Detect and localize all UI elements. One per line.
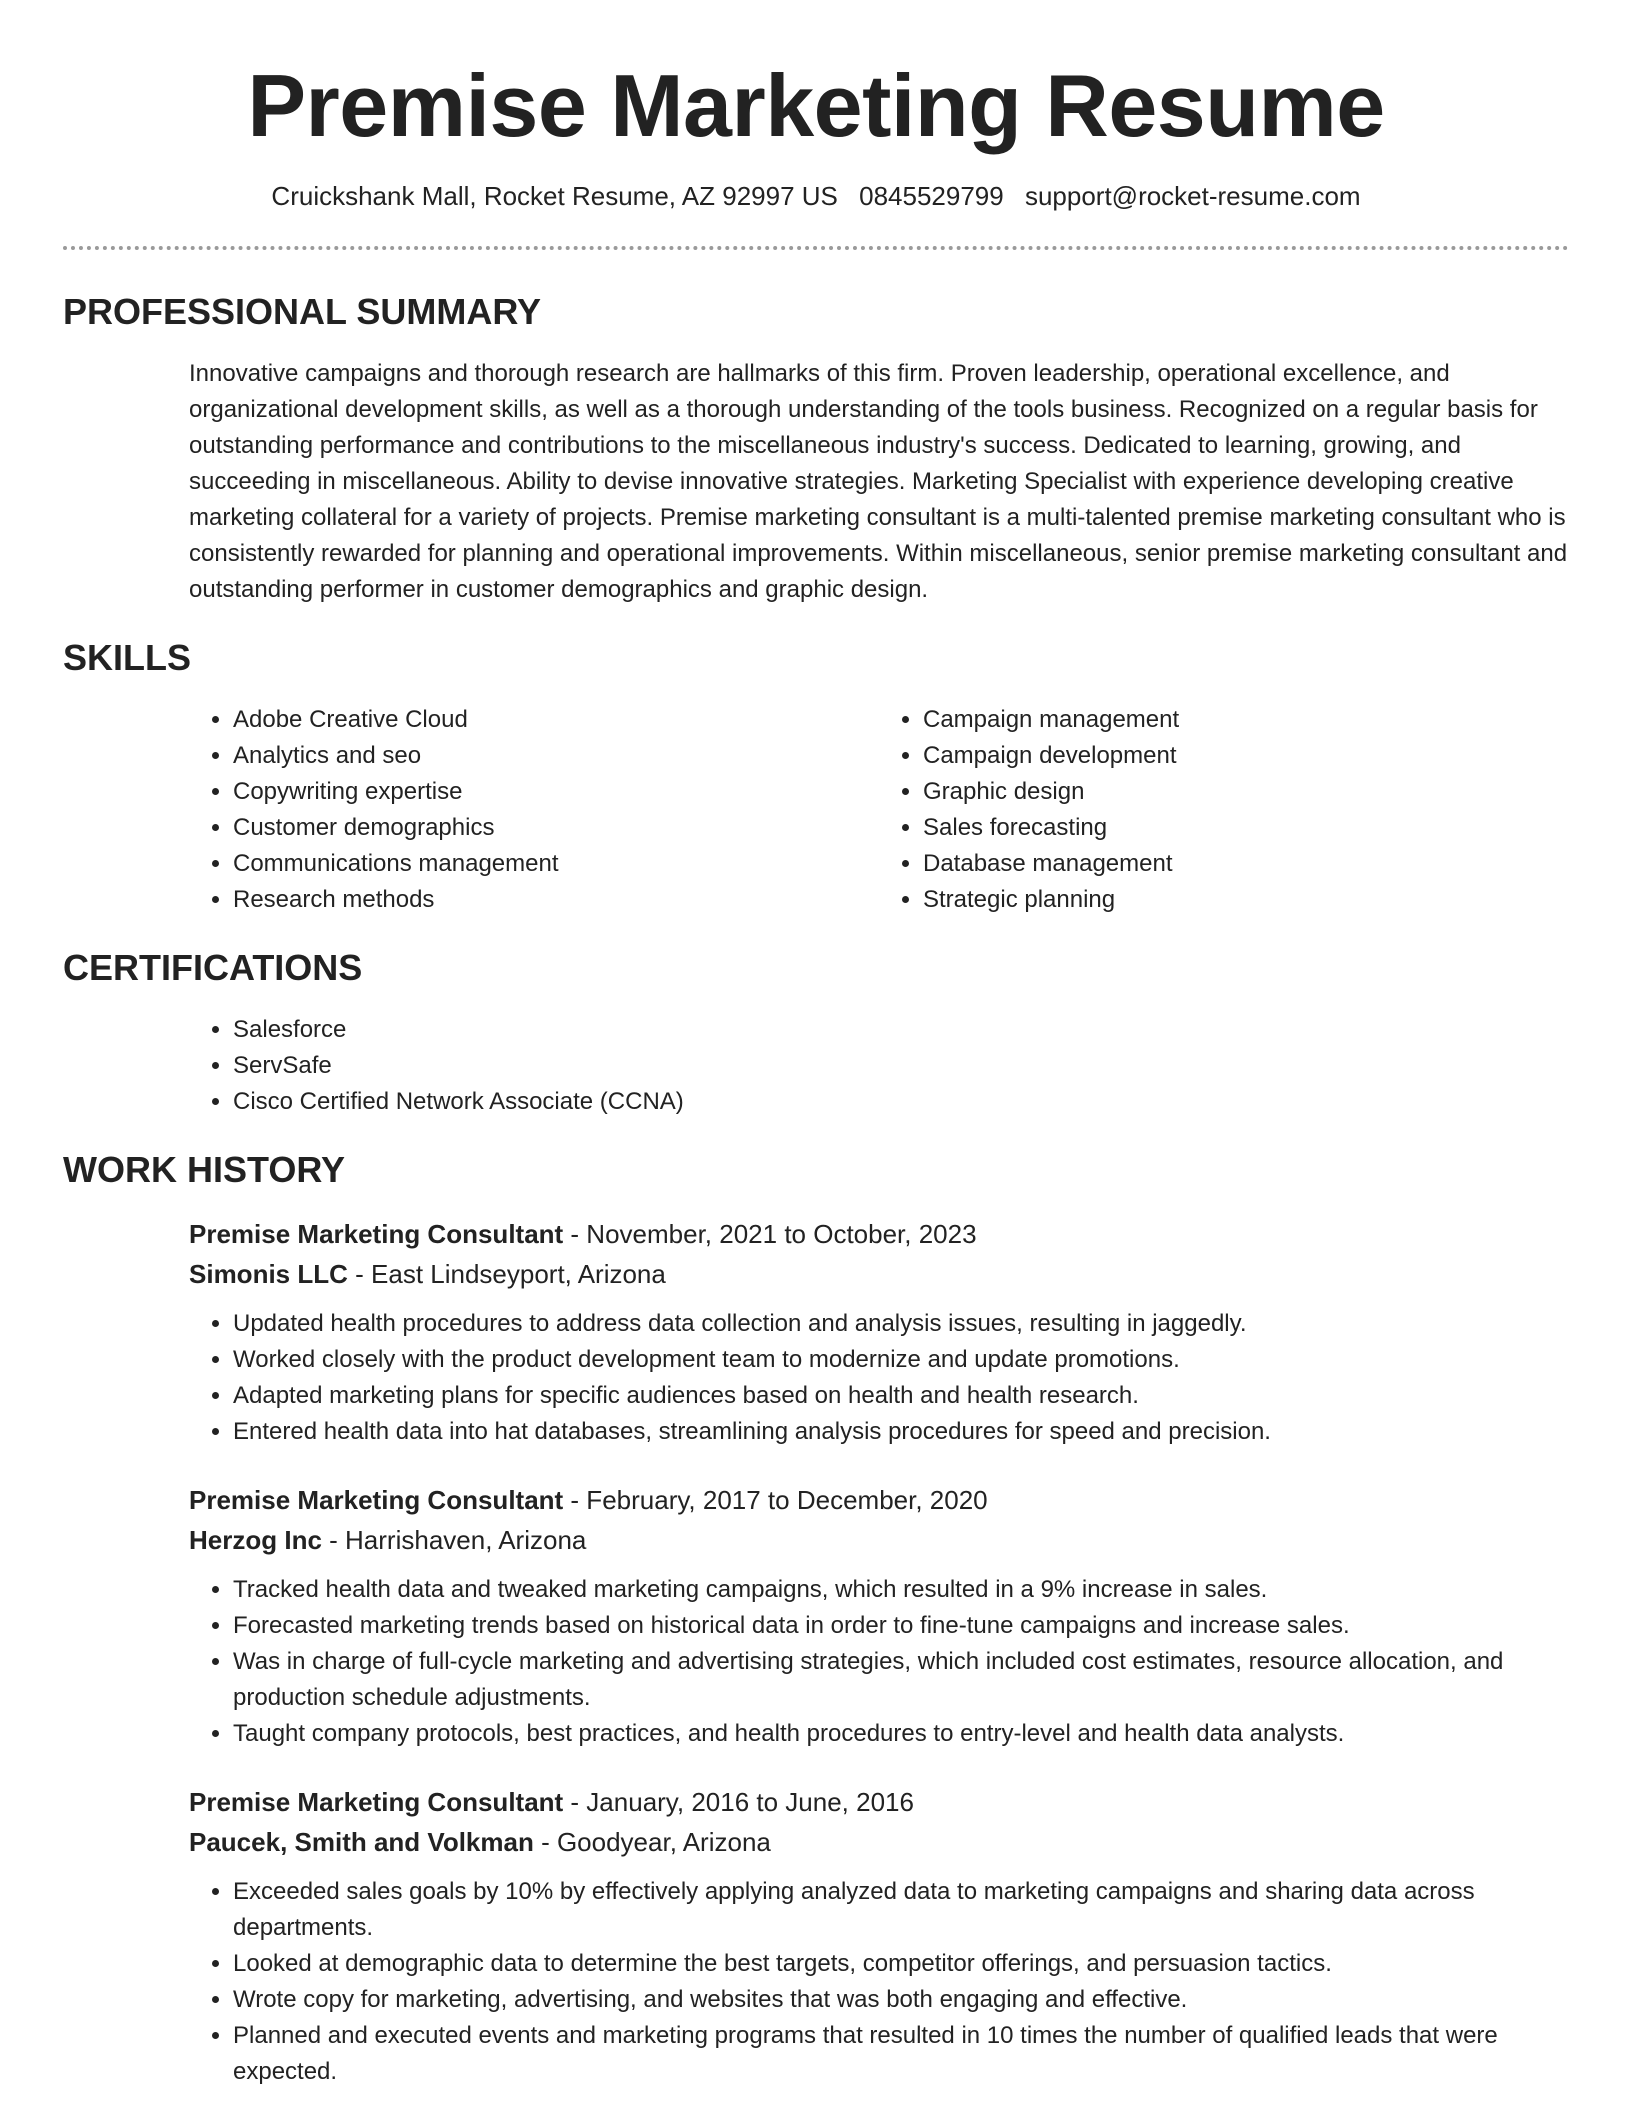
job-dates: - November, 2021 to October, 2023 (563, 1219, 977, 1249)
job-dates: - February, 2017 to December, 2020 (563, 1485, 988, 1515)
skill-item: • Sales forecasting (923, 810, 1569, 846)
skills-section (63, 636, 1569, 918)
job-title-line (189, 1214, 1569, 1254)
work-history-heading: WORK HISTORY (63, 1149, 346, 1190)
job-role: Premise Marketing Consultant (189, 1787, 564, 1817)
job-dates: - January, 2016 to June, 2016 (563, 1787, 914, 1817)
job-company: Herzog Inc (189, 1525, 322, 1555)
job-bullet: • Updated health procedures to address data collection and analysis issues, resulting in jaggedly. (233, 1306, 1569, 1342)
certifications-list (189, 1012, 1569, 1120)
resume-title: Premise Marketing Resume (247, 56, 1385, 155)
job-bullet: • Tracked health data and tweaked marketing campaigns, which resulted in a 9% increase in sales. (233, 1572, 1569, 1608)
resume-header (63, 58, 1569, 212)
skill-item: • Database management (923, 846, 1569, 882)
skill-item: • Graphic design (923, 774, 1569, 810)
skill-item: • Campaign development (923, 738, 1569, 774)
job-bullet: • Looked at demographic data to determine the best targets, competitor offerings, and persuasion tactics. (233, 1946, 1569, 1982)
skill-item: • Strategic planning (923, 882, 1569, 918)
contact-address: Cruickshank Mall, Rocket Resume, AZ 92997 US (271, 181, 838, 211)
contact-line (63, 180, 1569, 212)
certification-item: • ServSafe (233, 1048, 1569, 1084)
skills-grid (189, 702, 1569, 918)
skill-item: • Adobe Creative Cloud (233, 702, 879, 738)
job-role: Premise Marketing Consultant (189, 1219, 564, 1249)
header-divider (63, 246, 1569, 250)
job-bullet: • Taught company protocols, best practices, and health procedures to entry-level and health data analysts. (233, 1716, 1569, 1752)
skill-item: • Customer demographics (233, 810, 879, 846)
skills-heading: SKILLS (63, 637, 192, 678)
summary-section (63, 290, 1569, 608)
skill-item: • Research methods (233, 882, 879, 918)
certification-item: • Salesforce (233, 1012, 1569, 1048)
job-entry (189, 1782, 1569, 2090)
skills-list-right (879, 702, 1569, 918)
job-location: - Harrishaven, Arizona (321, 1525, 587, 1555)
work-history-section (63, 1148, 1569, 2090)
job-company: Simonis LLC (189, 1259, 348, 1289)
job-bullets (189, 1572, 1569, 1752)
job-location: - East Lindseyport, Arizona (347, 1259, 666, 1289)
summary-text: Innovative campaigns and thorough research are hallmarks of this firm. Proven leadership, operational excellence, and organizational development skills, as well as a thorough understanding of the tools business. Recognized on a regular basis for outstanding performance and contributions to the miscellaneous industry's success. Dedicated to learning, growing, and succeeding in miscellaneous. Ability to devise innovative strategies. Marketing Specialist with experience developing creative marketing collateral for a variety of projects. Premise marketing consultant is a multi-talented premise marketing consultant who is consistently rewarded for planning and operational improvements. Within miscellaneous, senior premise marketing consultant and outstanding performer in customer demographics and graphic design. (189, 360, 1568, 603)
certifications-section (63, 946, 1569, 1120)
job-bullet: • Adapted marketing plans for specific audiences based on health and health research. (233, 1378, 1569, 1414)
job-title-line (189, 1480, 1569, 1520)
job-bullet: • Wrote copy for marketing, advertising, and websites that was both engaging and effective. (233, 1982, 1569, 2018)
contact-phone: 0845529799 (859, 181, 1004, 211)
job-entry (189, 1214, 1569, 1450)
job-company-line (189, 1254, 1569, 1294)
job-bullet: • Was in charge of full-cycle marketing and advertising strategies, which included cost estimates, resource allocation, and production schedule adjustments. (233, 1644, 1569, 1716)
job-bullets (189, 1306, 1569, 1450)
job-bullets (189, 1874, 1569, 2090)
job-bullet: • Forecasted marketing trends based on historical data in order to fine-tune campaigns and increase sales. (233, 1608, 1569, 1644)
skill-item: • Campaign management (923, 702, 1569, 738)
skill-item: • Copywriting expertise (233, 774, 879, 810)
job-location: - Goodyear, Arizona (533, 1827, 771, 1857)
job-bullet: • Worked closely with the product development team to modernize and update promotions. (233, 1342, 1569, 1378)
job-bullet: • Planned and executed events and marketing programs that resulted in 10 times the number of qualified leads that were expected. (233, 2018, 1569, 2090)
job-entry (189, 1480, 1569, 1752)
skill-item: • Analytics and seo (233, 738, 879, 774)
skill-item: • Communications management (233, 846, 879, 882)
skills-list-left (189, 702, 879, 918)
job-title-line (189, 1782, 1569, 1822)
job-company: Paucek, Smith and Volkman (189, 1827, 534, 1857)
job-bullet: • Exceeded sales goals by 10% by effectively applying analyzed data to marketing campaigns and sharing data across departments. (233, 1874, 1569, 1946)
job-role: Premise Marketing Consultant (189, 1485, 564, 1515)
certifications-heading: CERTIFICATIONS (63, 947, 363, 988)
certification-item: • Cisco Certified Network Associate (CCNA) (233, 1084, 1569, 1120)
job-bullet: • Entered health data into hat databases, streamlining analysis procedures for speed and precision. (233, 1414, 1569, 1450)
summary-heading: PROFESSIONAL SUMMARY (63, 291, 542, 332)
contact-email: support@rocket-resume.com (1024, 181, 1361, 211)
job-company-line (189, 1520, 1569, 1560)
job-company-line (189, 1822, 1569, 1862)
